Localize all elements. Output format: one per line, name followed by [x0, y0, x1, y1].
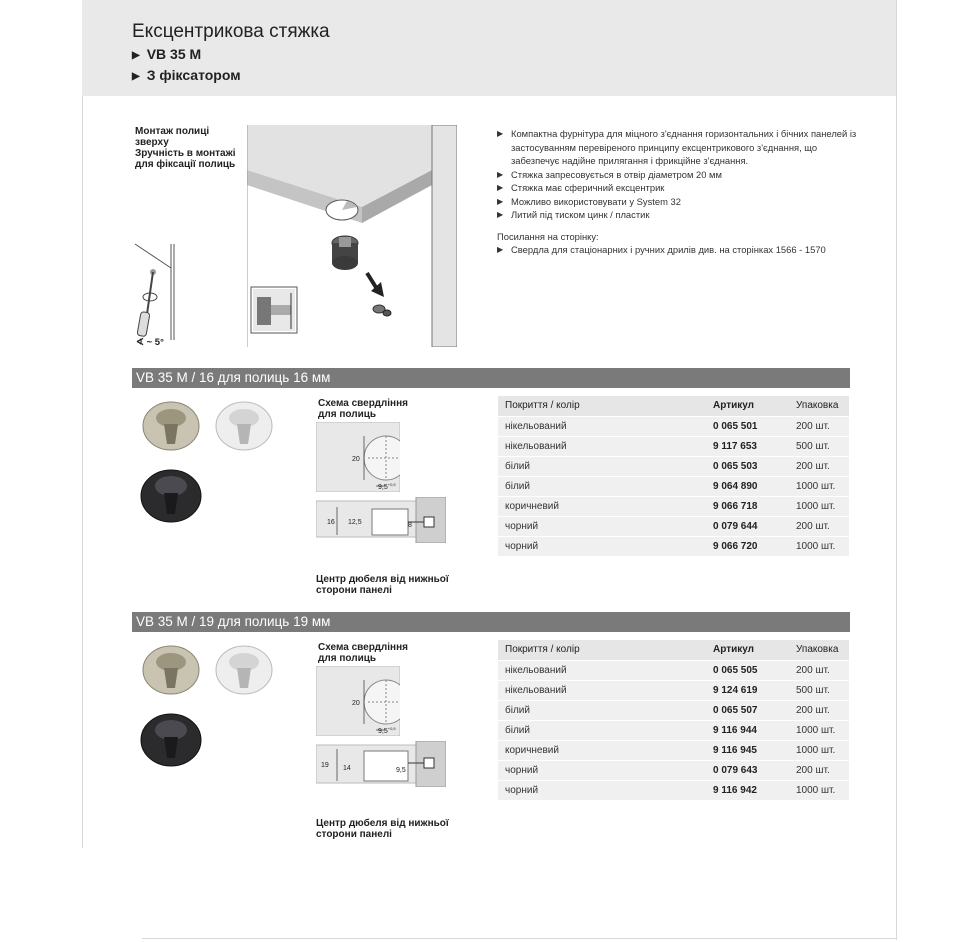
drill-scheme-top-16: [316, 422, 400, 492]
angle-icon: ∢: [136, 337, 144, 348]
col-header-package: Упаковка: [789, 640, 849, 660]
drill-scheme-label: Схема свердління для полиць: [318, 642, 408, 664]
page-rule-right: [896, 0, 897, 940]
white-connector-image: [216, 402, 272, 450]
product-photos-16: [136, 398, 296, 533]
reference-title: Посилання на сторінку:: [497, 230, 599, 242]
dim-bore-depth: 12,5: [348, 519, 362, 526]
table-row: чорний 0 079 643 200 шт.: [498, 760, 849, 780]
white-connector-image: [216, 646, 272, 694]
dim-panel-thickness: 16: [327, 519, 335, 526]
triangle-bullet-icon: ▶: [132, 71, 140, 82]
triangle-bullet-icon: ▶: [497, 245, 504, 254]
table-row: чорний 9 116 942 1000 шт.: [498, 780, 849, 800]
feature-item: ▶ Стяжка запресовується в отвір діаметром 20 мм: [497, 168, 722, 180]
nickel-connector-image: [143, 646, 199, 694]
product-table-16: [498, 396, 849, 556]
col-header-package: Упаковка: [789, 396, 849, 416]
drill-scheme-label: Схема свердління для полиць: [318, 398, 408, 420]
section-title-vb35m-19: VB 35 M / 19 для полиць 19 мм: [132, 612, 850, 632]
col-header-finish: Покриття / колір: [498, 396, 706, 416]
triangle-bullet-icon: ▶: [497, 129, 504, 138]
col-header-article: Артикул: [706, 640, 789, 660]
triangle-bullet-icon: ▶: [497, 183, 504, 192]
drill-scheme-side-19: [316, 741, 446, 787]
feature-item: ▶ Литий під тиском цинк / пластик: [497, 209, 650, 220]
triangle-bullet-icon: ▶: [497, 169, 504, 179]
angle-label: ∢ ~ 5°: [136, 337, 164, 348]
subtitle-feature: ▶ З фіксатором: [132, 67, 241, 83]
table-row: нікельований 0 065 501 200 шт.: [498, 416, 849, 436]
table-row: білий 9 116 944 1000 шт.: [498, 720, 849, 740]
section-title-vb35m-16: VB 35 M / 16 для полиць 16 мм: [132, 368, 850, 388]
table-row: нікельований 0 065 505 200 шт.: [498, 660, 849, 680]
col-header-article: Артикул: [706, 396, 789, 416]
page-rule-left: [82, 96, 83, 848]
dowel-center-label: Центр дюбеля від нижньої сторони панелі: [316, 818, 449, 840]
table-header-row: [498, 396, 849, 416]
dim-dowel-center: 9,5: [396, 767, 406, 774]
table-row: чорний 0 079 644 200 шт.: [498, 516, 849, 536]
product-photos-19: [136, 642, 296, 777]
dowel-center-label: Центр дюбеля від нижньої сторони панелі: [316, 574, 449, 596]
feature-list: [497, 127, 857, 257]
nickel-connector-image: [143, 402, 199, 450]
table-row: коричневий 9 066 718 1000 шт.: [498, 496, 849, 516]
triangle-bullet-icon: ▶: [497, 210, 504, 219]
mount-label: Монтаж полиці зверху Зручність в монтажі для фіксації полиць: [135, 126, 236, 170]
triangle-bullet-icon: ▶: [497, 196, 504, 206]
product-table-19: [498, 640, 849, 800]
dim-diameter: 20: [352, 456, 360, 463]
page-title: Ексцентрикова стяжка: [132, 21, 330, 42]
dim-offset: $9,5^{+0,5}$: [378, 726, 396, 735]
table-row: нікельований 9 117 653 500 шт.: [498, 436, 849, 456]
mounting-illustration: [247, 125, 457, 347]
table-row: білий 0 065 503 200 шт.: [498, 456, 849, 476]
screwdriver-illustration: [133, 242, 178, 340]
table-row: коричневий 9 116 945 1000 шт.: [498, 740, 849, 760]
dim-bore-depth: 14: [343, 765, 351, 772]
feature-item: ▶ Можливо використовувати у System 32: [497, 195, 681, 207]
table-row: чорний 9 066 720 1000 шт.: [498, 536, 849, 556]
table-row: білий 9 064 890 1000 шт.: [498, 476, 849, 496]
table-row: нікельований 9 124 619 500 шт.: [498, 680, 849, 700]
dim-offset: $9,5^{+0,5}$: [378, 482, 396, 491]
table-row: білий 0 065 507 200 шт.: [498, 700, 849, 720]
drill-scheme-side-16: [316, 497, 446, 543]
feature-item: ▶ Стяжка має сферичний ексцентрик: [497, 182, 665, 193]
reference-item: ▶ Свердла для стаціонарних і ручних дрилів див. на сторінках 1566 - 1570: [497, 244, 826, 255]
subtitle-model: ▶ VB 35 M: [132, 46, 202, 62]
table-header-row: [498, 640, 849, 660]
dim-diameter: 20: [352, 700, 360, 707]
black-connector-image: [141, 470, 201, 522]
triangle-bullet-icon: ▶: [132, 50, 140, 61]
col-header-finish: Покриття / колір: [498, 640, 706, 660]
page-rule-bottom: [142, 938, 897, 939]
drill-scheme-top-19: [316, 666, 400, 736]
black-connector-image: [141, 714, 201, 766]
feature-item: ▶ Компактна фурнітура для міцного з'єднання горизонтальних і бічних панелей із застосуванням перевіреного принципу ексцентрикового з'єднання, що забезпечує надійне прилягання і фрикційне з'єднання.: [497, 128, 857, 166]
dim-panel-thickness: 19: [321, 762, 329, 769]
dim-dowel-center: 8: [408, 522, 412, 529]
